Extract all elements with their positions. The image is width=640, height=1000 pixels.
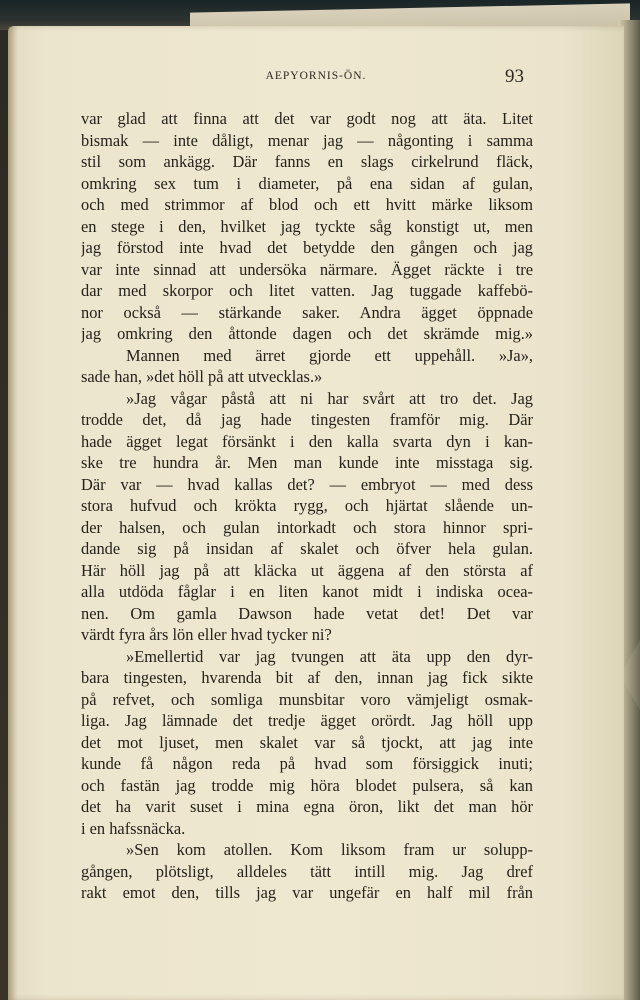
- running-head: AEPYORNIS-ÖN.: [265, 70, 367, 82]
- text-line: liga. Jag lämnade det tredje ägget orördt. Jag höll upp: [81, 711, 533, 730]
- text-line: »Emellertid var jag tvungen att äta upp den dyr-: [126, 646, 533, 666]
- text-line: stora hufvud och krökta rygg, och hjärtat slående un-: [81, 496, 533, 515]
- text-line: på refvet, och somliga munsbitar voro vämjeligt osmak-: [81, 689, 533, 709]
- text-line: rakt emot den, tills jag var ungefär en half mil från: [81, 883, 533, 902]
- text-line: bara tingesten, hvarenda bit af den, innan jag fick sikte: [81, 668, 533, 687]
- text-line: »Sen kom atollen. Kom liksom fram ur solupp-: [126, 840, 533, 859]
- text-line: Mannen med ärret gjorde ett uppehåll. »Ja»,: [126, 345, 533, 365]
- text-line: en stege i den, hvilket jag tyckte såg konstigt ut, men: [81, 216, 533, 236]
- book-page: [8, 26, 624, 1000]
- text-line: jag omkring den åttonde dagen och det skrämde mig.»: [81, 324, 533, 343]
- text-line: omkring sex tum i diameter, på ena sidan af gulan,: [81, 173, 533, 193]
- text-line: stil som ankägg. Där fanns en slags cirkelrund fläck,: [81, 152, 533, 171]
- text-line: ske tre hundra år. Men man kunde inte misstaga sig.: [81, 453, 533, 472]
- text-line: Här höll jag på att kläcka ut äggena af den största af: [81, 560, 533, 580]
- text-line: dande sig på insidan af skalet och öfver hela gulan.: [81, 539, 533, 558]
- page-number: 93: [505, 66, 524, 87]
- page-header: [8, 66, 624, 90]
- text-line: alla utdöda fåglar i en liten kanot midt i indiska ocea-: [81, 582, 533, 601]
- text-line: nor också — stärkande saker. Andra ägget öppnade: [81, 302, 533, 322]
- text-line: var glad att finna att det var godt nog att äta. Litet: [81, 109, 533, 128]
- text-line: det mot ljuset, men skalet var så tjockt, att jag inte: [81, 732, 533, 752]
- text-line: bismak — inte dåligt, menar jag — någonting i samma: [81, 130, 533, 150]
- text-line: värdt fyra års lön eller hvad tycker ni?: [81, 625, 332, 644]
- text-line: sade han, »det höll på att utvecklas.»: [81, 367, 323, 386]
- text-line: och fastän jag trodde mig höra blodet pulsera, så kan: [81, 775, 533, 795]
- text-line: var inte sinnad att undersöka närmare. Ägget räckte i tre: [81, 259, 533, 279]
- text-line: der halsen, och gulan intorkadt och stora hinnor spri-: [81, 517, 533, 537]
- text-line: kunde få någon reda på hvad som försiggick inuti;: [81, 754, 533, 773]
- text-line: och med strimmor af blod och ett hvitt märke liksom: [81, 195, 533, 214]
- text-line: hade ägget legat försänkt i den kalla svarta dyn i kan-: [81, 431, 533, 451]
- text-line: nen. Om gamla Dawson hade vetat det! Det var: [81, 603, 533, 623]
- body-text: [81, 108, 533, 904]
- text-line: Där var — hvad kallas det? — embryot — med dess: [81, 474, 533, 494]
- text-line: i en hafssnäcka.: [81, 818, 186, 838]
- text-line: »Jag vågar påstå att ni har svårt att tro det. Jag: [126, 388, 533, 408]
- text-line: trodde det, då jag hade tingesten framför mig. Där: [81, 410, 533, 429]
- text-line: dar med skorpor och litet vatten. Jag tuggade kaffebö-: [81, 281, 533, 300]
- text-line: jag förstod inte hvad det betydde den gången och jag: [81, 238, 533, 257]
- text-line: det ha varit suset i mina egna öron, likt det man hör: [81, 797, 533, 816]
- text-line: gången, plötsligt, alldeles tätt intill mig. Jag dref: [81, 861, 533, 881]
